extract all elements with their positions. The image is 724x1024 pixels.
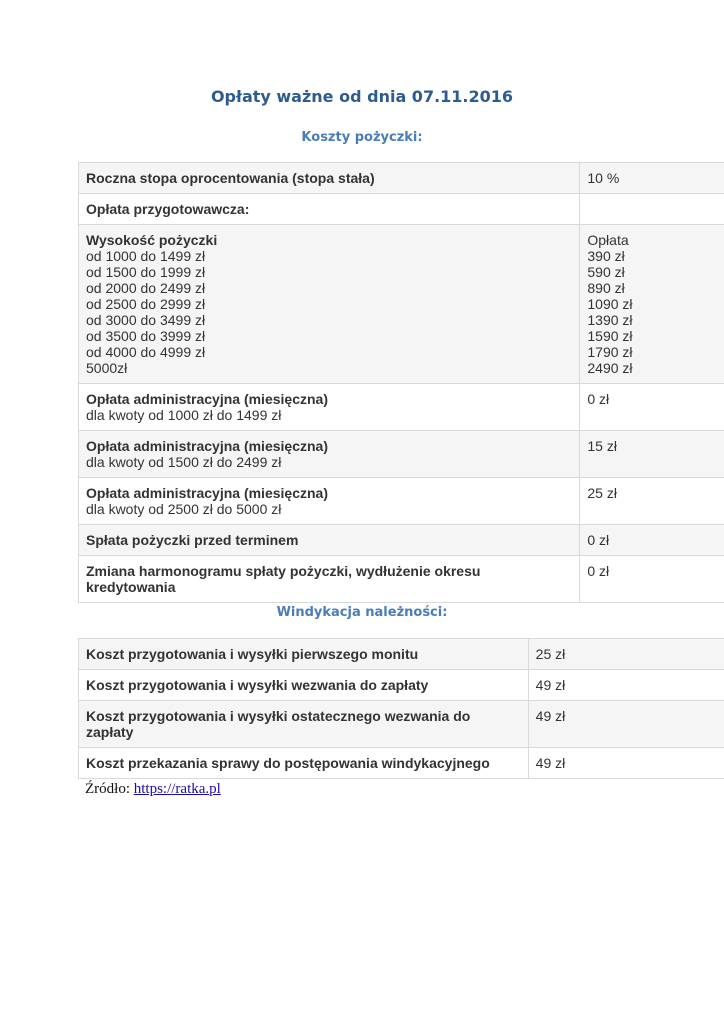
loan-costs-table <box>78 162 724 603</box>
source-line <box>85 781 221 798</box>
collection-cost-label: Koszt przekazania sprawy do postępowania windykacyjnego <box>86 755 490 771</box>
section-title-collection: Windykacja należności: <box>276 605 448 620</box>
fee-value: 390 zł <box>587 248 625 264</box>
schedule-change-label: Zmiana harmonogramu spłaty pożyczki, wydłużenie okresu kredytowania <box>86 563 481 595</box>
table-row <box>79 194 724 225</box>
loan-range: 5000zł <box>86 360 128 376</box>
loan-range: od 1000 do 1499 zł <box>86 248 206 264</box>
section-title-loan-costs: Koszty pożyczki: <box>301 130 423 145</box>
table-row <box>79 384 724 431</box>
table-row <box>79 163 724 194</box>
fee-value: 2490 zł <box>587 360 633 376</box>
admin-fee-value: 0 zł <box>587 391 610 407</box>
loan-range: od 2500 do 2999 zł <box>86 296 206 312</box>
collection-cost-value: 25 zł <box>535 646 566 662</box>
admin-fee-detail: dla kwoty od 2500 zł do 5000 zł <box>86 501 282 517</box>
collection-cost-value: 49 zł <box>535 755 566 771</box>
admin-fee-label: Opłata administracyjna (miesięczna) <box>86 391 328 407</box>
collection-costs-table <box>78 638 724 779</box>
collection-cost-label: Koszt przygotowania i wysyłki pierwszego monitu <box>86 646 419 662</box>
collection-cost-value: 49 zł <box>535 677 566 693</box>
table-row <box>79 556 724 603</box>
table-row <box>79 431 724 478</box>
table-row <box>79 670 724 701</box>
fee-value: 890 zł <box>587 280 625 296</box>
admin-fee-detail: dla kwoty od 1000 zł do 1499 zł <box>86 407 282 423</box>
source-label: Źródło: <box>85 781 130 797</box>
loan-range: od 3000 do 3499 zł <box>86 312 206 328</box>
table-row <box>79 525 724 556</box>
early-repayment-label: Spłata pożyczki przed terminem <box>86 532 299 548</box>
fee-header: Opłata <box>587 232 629 248</box>
loan-range: od 1500 do 1999 zł <box>86 264 206 280</box>
admin-fee-label: Opłata administracyjna (miesięczna) <box>86 438 328 454</box>
page-title: Opłaty ważne od dnia 07.11.2016 <box>210 87 514 106</box>
interest-rate-value: 10 % <box>587 170 620 186</box>
loan-range: od 4000 do 4999 zł <box>86 344 206 360</box>
schedule-change-value: 0 zł <box>587 563 610 579</box>
fee-value: 590 zł <box>587 264 625 280</box>
interest-rate-label: Roczna stopa oprocentowania (stopa stała) <box>86 170 375 186</box>
admin-fee-detail: dla kwoty od 1500 zł do 2499 zł <box>86 454 282 470</box>
prep-fee-label: Opłata przygotowawcza: <box>86 201 250 217</box>
loan-range: od 3500 do 3999 zł <box>86 328 206 344</box>
loan-amount-header: Wysokość pożyczki <box>86 232 218 248</box>
table-row <box>79 639 724 670</box>
table-row <box>79 478 724 525</box>
fee-value: 1590 zł <box>587 328 633 344</box>
table-row <box>79 701 724 748</box>
loan-range: od 2000 do 2499 zł <box>86 280 206 296</box>
admin-fee-value: 25 zł <box>587 485 617 501</box>
admin-fee-label: Opłata administracyjna (miesięczna) <box>86 485 328 501</box>
collection-cost-label: Koszt przygotowania i wysyłki wezwania do zapłaty <box>86 677 429 693</box>
source-link[interactable]: https://ratka.pl <box>133 781 221 797</box>
fee-value: 1390 zł <box>587 312 633 328</box>
admin-fee-value: 15 zł <box>587 438 617 454</box>
collection-cost-label: Koszt przygotowania i wysyłki ostatecznego wezwania do zapłaty <box>86 708 471 740</box>
table-row <box>79 225 724 384</box>
early-repayment-value: 0 zł <box>587 532 610 548</box>
fee-value: 1790 zł <box>587 344 633 360</box>
table-row <box>79 748 724 779</box>
collection-cost-value: 49 zł <box>535 708 566 724</box>
fee-value: 1090 zł <box>587 296 633 312</box>
